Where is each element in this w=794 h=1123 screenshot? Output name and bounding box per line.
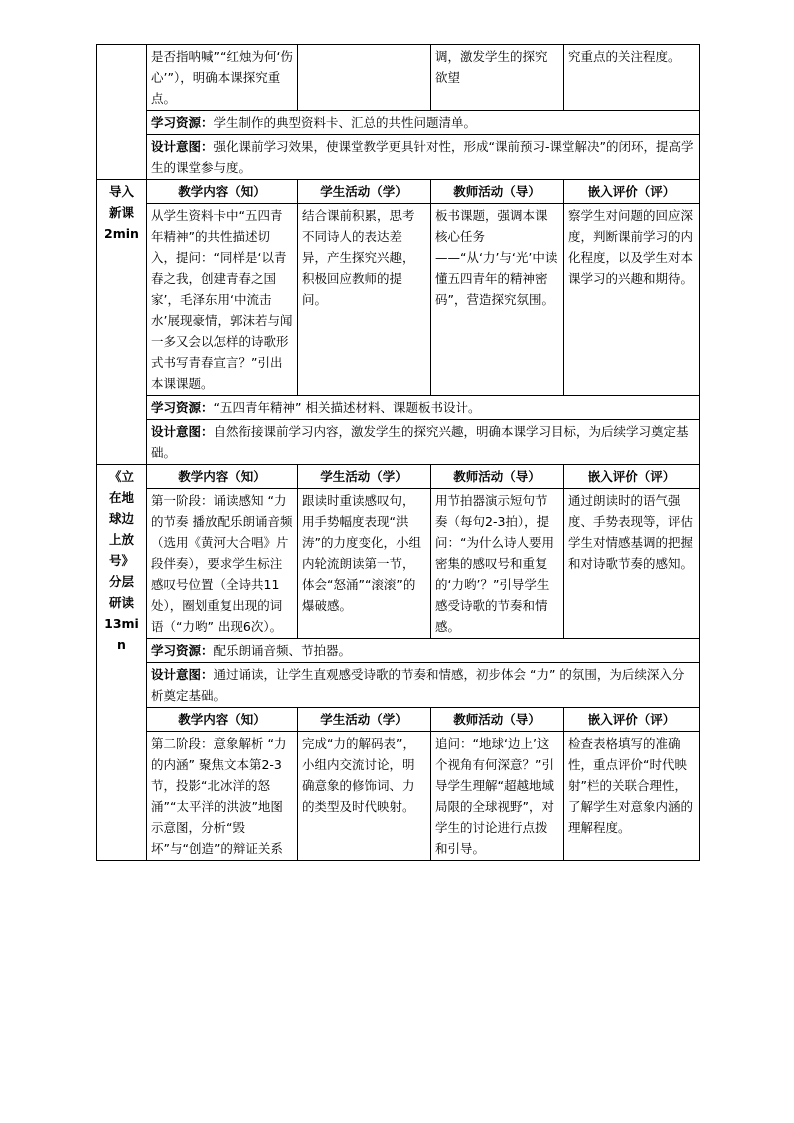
top-resource-cell — [147, 111, 700, 135]
header-eval: 嵌入评价（评） — [564, 180, 700, 204]
stage2-student-cell: 完成“力的解码表”，小组内交流讨论，明确意象的修饰词、力的类型及时代映射。 — [298, 732, 431, 861]
top-intent-cell — [147, 135, 700, 180]
section-label-line: 球边 — [108, 511, 134, 526]
stage2-body-row — [97, 732, 700, 861]
header-eval: 嵌入评价（评） — [564, 465, 700, 489]
intent-text: 强化课前学习效果，使课堂教学更具针对性，形成“课前预习-课堂解决”的闭环，提高学生的课堂参与度。 — [151, 139, 694, 175]
intro-content-cell: 从学生资料卡中“五四青年精神”的共性描述切入，提问：“同样是‘以青春之我，创建青春之国家’，毛泽东用‘中流击水’展现豪情，郭沫若与闻一多又会以怎样的诗歌形式书写青春宣言？”引出本课课题。 — [147, 204, 298, 396]
intro-section-label — [97, 180, 147, 465]
section-label-line: 新课 — [108, 205, 134, 220]
header-eval: 嵌入评价（评） — [564, 708, 700, 732]
intro-teacher-cell: 板书课题，强调本课核心任务——“从‘力’与‘光’中读懂五四青年的精神密码”，营造探究氛围。 — [431, 204, 564, 396]
top-content-cell: 是否指呐喊”“红烛为何‘伤心’”），明确本课探究重点。 — [147, 45, 298, 111]
top-resource-row — [97, 111, 700, 135]
top-section-cell — [97, 45, 147, 180]
intent-text: 通过诵读，让学生直观感受诗歌的节奏和情感，初步体会 “力” 的氛围，为后续深入分析奠定基础。 — [151, 667, 685, 703]
section-label-line: 研读 — [108, 595, 134, 610]
intro-intent-cell — [147, 420, 700, 465]
intent-label: 设计意图： — [151, 139, 214, 154]
intro-intent-row — [97, 420, 700, 465]
header-student: 学生活动（学） — [298, 708, 431, 732]
intent-text: 自然衔接课前学习内容，激发学生的探究兴趣，明确本课学习目标，为后续学习奠定基础。 — [151, 424, 689, 460]
resource-label: 学习资源： — [151, 115, 214, 130]
stage1-content-cell: 第一阶段：诵读感知 “力的节奏 播放配乐朗诵音频（选用《黄河大合唱》片段伴奏），要求学生标注感叹号位置（全诗共11处），圈划重复出现的词语（“力哟” 出现6次）。 — [147, 489, 298, 639]
lesson-plan-table — [96, 44, 700, 861]
header-teacher: 教师活动（导） — [431, 180, 564, 204]
resource-label: 学习资源： — [151, 400, 214, 415]
reading-section-label — [97, 465, 147, 861]
section-label-line: 13min — [104, 616, 139, 652]
intent-label: 设计意图： — [151, 424, 214, 439]
header-teacher: 教师活动（导） — [431, 465, 564, 489]
header-teacher: 教师活动（导） — [431, 708, 564, 732]
top-continuation-row — [97, 45, 700, 111]
reading-header-row — [97, 465, 700, 489]
top-eval-cell: 究重点的关注程度。 — [564, 45, 700, 111]
intro-student-cell: 结合课前积累，思考不同诗人的表达差异，产生探究兴趣，积极回应教师的提问。 — [298, 204, 431, 396]
stage1-intent-cell — [147, 663, 700, 708]
section-label-line: 在地 — [108, 490, 134, 505]
resource-label: 学习资源： — [151, 643, 214, 658]
top-teacher-cell: 调，激发学生的探究欲望 — [431, 45, 564, 111]
stage2-eval-cell: 检查表格填写的准确性，重点评价“时代映射”栏的关联合理性，了解学生对意象内涵的理解程度。 — [564, 732, 700, 861]
header-student: 学生活动（学） — [298, 465, 431, 489]
stage2-teacher-cell: 追问：“地球‘边上’这个视角有何深意？”引导学生理解“超越地域局限的全球视野”，对学生的讨论进行点拨和引导。 — [431, 732, 564, 861]
intro-body-row — [97, 204, 700, 396]
stage1-student-cell: 跟读时重读感叹句，用手势幅度表现“洪涛”的力度变化，小组内轮流朗读第一节，体会“怒涌”“滚滚”的爆破感。 — [298, 489, 431, 639]
intro-resource-row — [97, 396, 700, 420]
top-intent-row — [97, 135, 700, 180]
section-label-line: 号》 — [108, 553, 134, 568]
stage1-resource-row — [97, 639, 700, 663]
section-label-line: 分层 — [108, 574, 134, 589]
stage1-intent-row — [97, 663, 700, 708]
stage2-header-row — [97, 708, 700, 732]
intent-label: 设计意图： — [151, 667, 214, 682]
resource-text: “五四青年精神” 相关描述材料、课题板书设计。 — [213, 400, 481, 415]
resource-text: 配乐朗诵音频、节拍器。 — [213, 643, 352, 658]
header-content: 教学内容（知） — [147, 180, 298, 204]
intro-resource-cell — [147, 396, 700, 420]
header-content: 教学内容（知） — [147, 708, 298, 732]
header-student: 学生活动（学） — [298, 180, 431, 204]
header-content: 教学内容（知） — [147, 465, 298, 489]
resource-text: 学生制作的典型资料卡、汇总的共性问题清单。 — [213, 115, 477, 130]
section-label-line: 上放 — [108, 532, 134, 547]
intro-eval-cell: 察学生对问题的回应深度，判断课前学习的内化程度，以及学生对本课学习的兴趣和期待。 — [564, 204, 700, 396]
section-label-line: 2min — [104, 226, 139, 241]
section-label-line: 导入 — [108, 184, 134, 199]
section-label-line: 《立 — [108, 469, 134, 484]
intro-header-row — [97, 180, 700, 204]
stage2-content-cell: 第二阶段：意象解析 “力的内涵” 聚焦文本第2-3节，投影“北冰洋的怒涌”“太平洋的洪波”地图示意图，分析“毁坏”与“创造”的辩证关系 — [147, 732, 298, 861]
stage1-teacher-cell: 用节拍器演示短句节奏（每句2-3拍），提问：“为什么诗人要用密集的感叹号和重复的‘力哟’？”引导学生感受诗歌的节奏和情感。 — [431, 489, 564, 639]
stage1-body-row — [97, 489, 700, 639]
stage1-eval-cell: 通过朗读时的语气强度、手势表现等，评估学生对情感基调的把握和对诗歌节奏的感知。 — [564, 489, 700, 639]
top-student-cell — [298, 45, 431, 111]
stage1-resource-cell — [147, 639, 700, 663]
